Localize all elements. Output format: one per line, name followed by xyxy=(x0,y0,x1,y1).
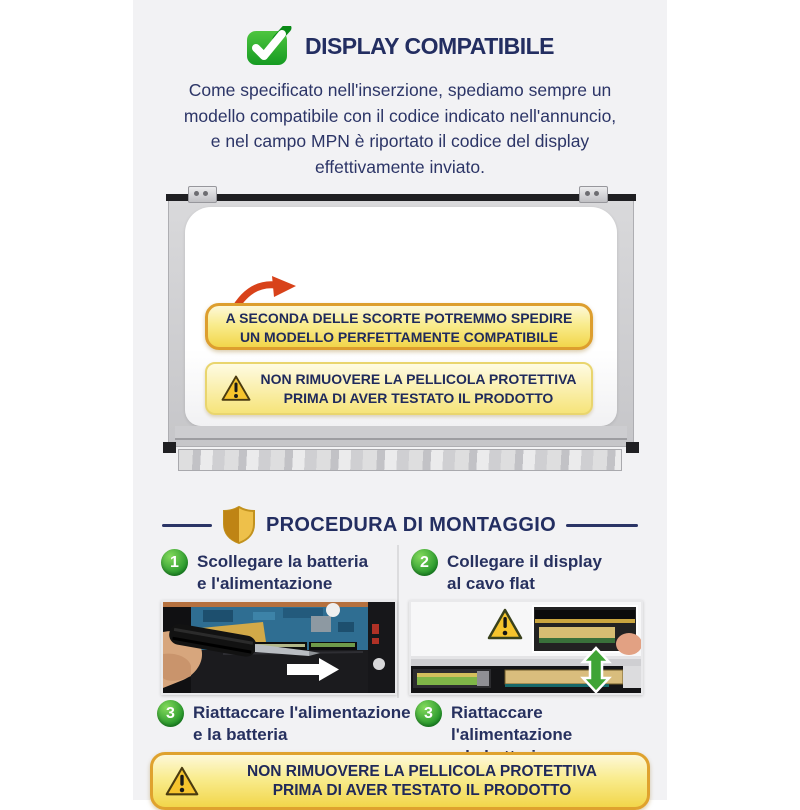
page-header xyxy=(133,26,667,66)
step-3-left-badge: 3 xyxy=(157,700,184,727)
column-divider xyxy=(397,545,399,698)
step-3-right-line1: Riattaccare l'alimentazione xyxy=(451,703,573,744)
panel-end-cap-right xyxy=(626,442,639,453)
procedure-title: PROCEDURA DI MONTAGGIO xyxy=(266,513,556,536)
step-1-line2: e l'alimentazione xyxy=(197,574,333,593)
panel-bracket-left xyxy=(188,186,217,203)
footer-warning-text xyxy=(209,762,635,801)
step-2-line2: al cavo flat xyxy=(447,574,535,593)
photo-connect-flat-cable xyxy=(409,600,643,695)
step-3-right-badge: 3 xyxy=(415,700,442,727)
panel-end-cap-left xyxy=(163,442,176,453)
inset-connector-photo xyxy=(533,606,641,655)
step-2-badge: 2 xyxy=(411,549,438,576)
footer-warning-line2: PRIMA DI AVER TESTATO IL PRODOTTO xyxy=(272,782,572,799)
step-2-line1: Collegare il display xyxy=(447,552,602,571)
page-title: DISPLAY COMPATIBILE xyxy=(304,32,555,59)
stock-notice-line2: UN MODELLO PERFETTAMENTE COMPATIBILE xyxy=(239,328,559,345)
step-1 xyxy=(161,549,368,595)
display-panel xyxy=(166,186,636,478)
film-warning-line2: PRIMA DI AVER TESTATO IL PRODOTTO xyxy=(283,389,554,406)
film-warning-line1: NON RIMUOVERE LA PELLICOLA PROTETTIVA xyxy=(260,371,577,387)
step-1-line1: Scollegare la batteria xyxy=(197,552,369,571)
heading-rule-right xyxy=(566,524,638,527)
footer-warning-banner xyxy=(150,752,650,810)
panel-bracket-right xyxy=(579,186,608,203)
content-card xyxy=(133,0,667,800)
step-3-left-line2: e la batteria xyxy=(193,725,288,744)
step-2 xyxy=(411,549,602,595)
stock-notice-line1: A SECONDA DELLE SCORTE POTREMMO SPEDIRE xyxy=(225,310,573,326)
green-check-icon xyxy=(246,26,292,66)
intro-line-4: effettivamente inviato. xyxy=(315,156,485,177)
gold-shield-icon xyxy=(222,505,256,545)
panel-foil-strip xyxy=(178,449,622,471)
panel-bottom-band xyxy=(175,426,627,440)
step-2-label xyxy=(447,549,602,595)
step-3-left-line1: Riattaccare l'alimentazione xyxy=(193,703,411,722)
warning-triangle-icon xyxy=(221,375,251,402)
step-1-label xyxy=(197,549,368,595)
intro-line-2: modello compatibile con il codice indicato nell'annuncio, xyxy=(183,105,617,126)
footer-warning-line1: NON RIMUOVERE LA PELLICOLA PROTETTIVA xyxy=(247,762,597,780)
intro-paragraph xyxy=(133,78,667,180)
step-3-left xyxy=(157,700,411,746)
film-warning-callout xyxy=(205,362,593,415)
intro-line-1: Come specificato nell'inserzione, spediamo sempre un xyxy=(188,80,612,100)
heading-rule-left xyxy=(162,524,212,527)
intro-line-3: e nel campo MPN è riportato il codice del display xyxy=(210,131,590,151)
warning-triangle-icon xyxy=(165,766,199,797)
step-3-left-label xyxy=(193,700,411,746)
stock-notice-callout xyxy=(205,303,593,350)
photo-disconnect-battery xyxy=(161,600,397,695)
step-1-badge: 1 xyxy=(161,549,188,576)
panel-top-bar xyxy=(166,194,636,201)
procedure-heading xyxy=(133,505,667,545)
